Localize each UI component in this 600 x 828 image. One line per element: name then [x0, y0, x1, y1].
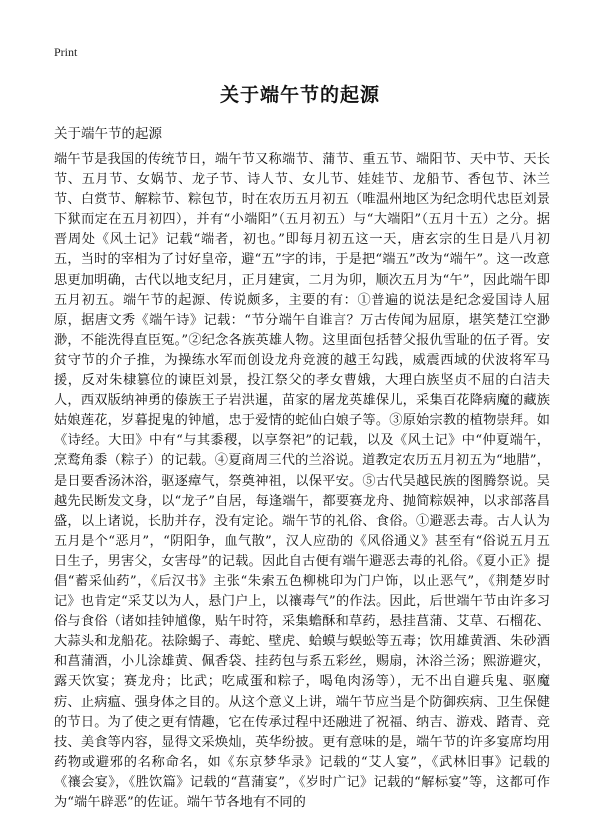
print-link[interactable]: Print [54, 45, 78, 59]
document-subtitle: 关于端午节的起源 [54, 126, 162, 142]
document-title: 关于端午节的起源 [219, 84, 380, 106]
document-body: 端午节是我国的传统节日，端午节又称端节、蒲节、重五节、端阳节、天中节、天长节、五月节、女娲节、龙子节、诗人节、女儿节、娃娃节、龙船节、香包节、沐兰节、白赏节、解粽节、粽包节，时在农历五月初五（唯温州地区为纪念明代忠臣刘景下狱而定在五月初四），并有“小端阳”（五月初五）与“大端阳”（五月十五）之分。据晋周处《风土记》记载“端者，初也。”即每月初五这一天，唐玄宗的生日是八月初五，当时的宰相为了讨好皇帝，避“五”字的讳，于是把“端五”改为“端午”。这一改意思更加明确，古代以地支纪月，正月建寅，二月为卯，顺次五月为“午”，因此端午即五月初五。端午节的起源、传说颇多，主要的有：①普遍的说法是纪念爱国诗人屈原，据唐文秀《端午诗》记载：“节分端午自谁言？万古传闻为屈原，堪笑楚江空渺渺，不能洗得直臣冤。”②纪念各族英雄人物。这里面包括替父报仇雪耻的伍子胥。安贫守节的介子推，为操练水军而创设龙舟竞渡的越王勾践，威震西域的伏波将军马援，反对朱棣篡位的谏臣刘景，投江祭父的孝女曹娥，大理白族坚贞不屈的白洁夫人，西双版纳神勇的傣族王子岩洪暹，苗家的屠龙英雄保儿，采集百花降病魔的藏族姑娘莲花，岁暮捉鬼的钟馗，忠于爱情的蛇仙白娘子等。③原始宗教的植物崇拜。如《诗经。大田》中有“与其黍稷，以享祭祀”的记载，以及《风土记》中“仲夏端午，烹鹜角黍（粽子）的记载。④夏商周三代的兰浴说。道教定农历五月初五为“地腊”，是日要香汤沐浴，驱逐瘴气，祭奠神祖，以保平安。⑤古代吴越民族的图腾祭说。吴越先民断发文身，以“龙子”自居，每逢端午，都要赛龙舟、抛简粽娱神，以求部落昌盛，以上诸说，长肋并存，没有定论。端午节的礼俗、食俗。①避恶去毒。古人认为五月是个“恶月”，“阴阳争，血气散”，汉人应劭的《风俗通义》甚至有“俗说五月五日生子，男害父，女害母”的记载。因此自古便有端午避恶去毒的礼俗。《夏小正》提倡“蓄采仙药”，《后汉书》主张“朱索五色柳桃印为门户饰，以止恶气”，《荆楚岁时记》也肯定“采艾以为人，悬门户上，以禳毒气”的作法。因此，后世端午节由许多习俗与食俗（诸如挂钟馗像，贴午时符，采集蟾酥和草药，悬挂菖蒲、艾草、石榴花、大蒜头和龙船花。祛除蝎子、毒蛇、壁虎、蛤蟆与蜈蚣等五毒；饮用雄黄酒、朱砂酒和菖蒲酒，小儿涂雄黄、佩香袋、挂药包与系五彩丝，赐扇，沐浴兰汤；熙游避灾，露天饮宴；赛龙舟；比武；吃咸蛋和粽子，喝龟肉汤等），无不出自避兵鬼、驱魔疠、止病瘟、强身体之目的。从这个意义上讲，端午节应当是个防御疾病、卫生保健的节日。为了使之更有情趣，它在传承过程中还融进了祝福、纳吉、游戏、踏青、竞技、美食等内容，显得文采焕灿，英华纷披。更有意味的是，端午节的许多宴席均用药物或避邪的名称命名，如《东京梦华录》记载的“艾人宴”，《武林旧事》记载的《禳会宴》，《胜饮篇》记载的“菖蒲宴”，《岁时广记》记载的“解标宴”等，这都可作为“端午辟恶”的佐证。端午节各地有不同的 [54, 152, 550, 810]
